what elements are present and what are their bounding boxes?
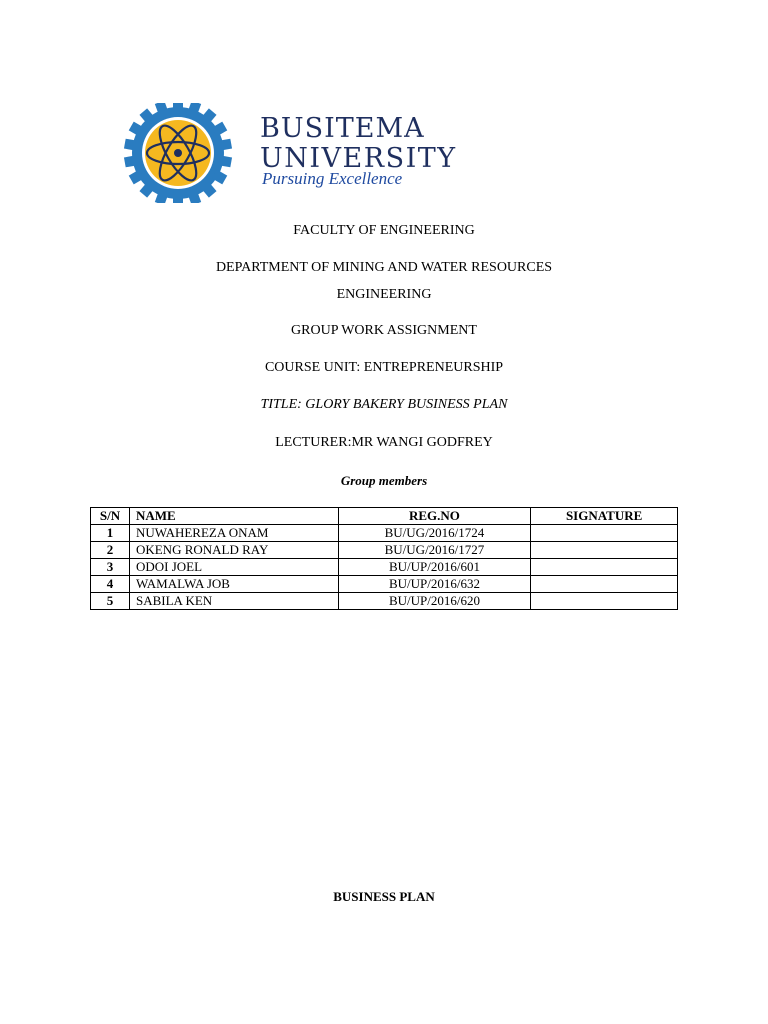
cell-reg: BU/UP/2016/632 — [338, 576, 531, 593]
cell-signature — [531, 542, 678, 559]
group-members-table — [90, 507, 678, 610]
university-logo — [112, 103, 492, 203]
cell-sn: 3 — [91, 559, 130, 576]
assignment-heading: GROUP WORK ASSIGNMENT — [291, 323, 477, 338]
cell-name: WAMALWA JOB — [129, 576, 338, 593]
cell-sn: 2 — [91, 542, 130, 559]
logo-tagline: Pursuing Excellence — [262, 169, 403, 188]
table-header-row — [91, 508, 678, 525]
table-row — [91, 593, 678, 610]
cell-name: SABILA KEN — [129, 593, 338, 610]
cell-reg: BU/UP/2016/601 — [338, 559, 531, 576]
lecturer-heading: LECTURER:MR WANGI GODFREY — [275, 435, 493, 450]
table-row — [91, 542, 678, 559]
department-heading-line1: DEPARTMENT OF MINING AND WATER RESOURCES — [215, 260, 553, 275]
cell-sn: 5 — [91, 593, 130, 610]
cell-reg: BU/UG/2016/1724 — [338, 525, 531, 542]
table-row — [91, 559, 678, 576]
logo-name-line1: BUSITEMA — [260, 113, 425, 144]
cell-reg: BU/UG/2016/1727 — [338, 542, 531, 559]
department-heading-line2: ENGINEERING — [336, 287, 432, 302]
cell-signature — [531, 593, 678, 610]
table-row — [91, 525, 678, 542]
column-header-signature: SIGNATURE — [531, 508, 678, 525]
column-header-reg: REG.NO — [338, 508, 531, 525]
cell-name: OKENG RONALD RAY — [129, 542, 338, 559]
table-row — [91, 576, 678, 593]
column-header-name: NAME — [129, 508, 338, 525]
cell-name: NUWAHEREZA ONAM — [129, 525, 338, 542]
cell-signature — [531, 576, 678, 593]
atom-gear-emblem-icon — [112, 103, 244, 203]
faculty-heading: FACULTY OF ENGINEERING — [293, 223, 475, 238]
cell-sn: 1 — [91, 525, 130, 542]
cell-signature — [531, 559, 678, 576]
group-members-heading: Group members — [340, 473, 428, 488]
cell-signature — [531, 525, 678, 542]
business-plan-label: BUSINESS PLAN — [333, 889, 435, 904]
column-header-sn: S/N — [91, 508, 130, 525]
logo-name-line2: UNIVERSITY — [260, 143, 457, 174]
cell-name: ODOI JOEL — [129, 559, 338, 576]
course-unit-heading: COURSE UNIT: ENTREPRENEURSHIP — [264, 360, 504, 375]
cell-sn: 4 — [91, 576, 130, 593]
cell-reg: BU/UP/2016/620 — [338, 593, 531, 610]
title-heading: TITLE: GLORY BAKERY BUSINESS PLAN — [260, 397, 508, 412]
